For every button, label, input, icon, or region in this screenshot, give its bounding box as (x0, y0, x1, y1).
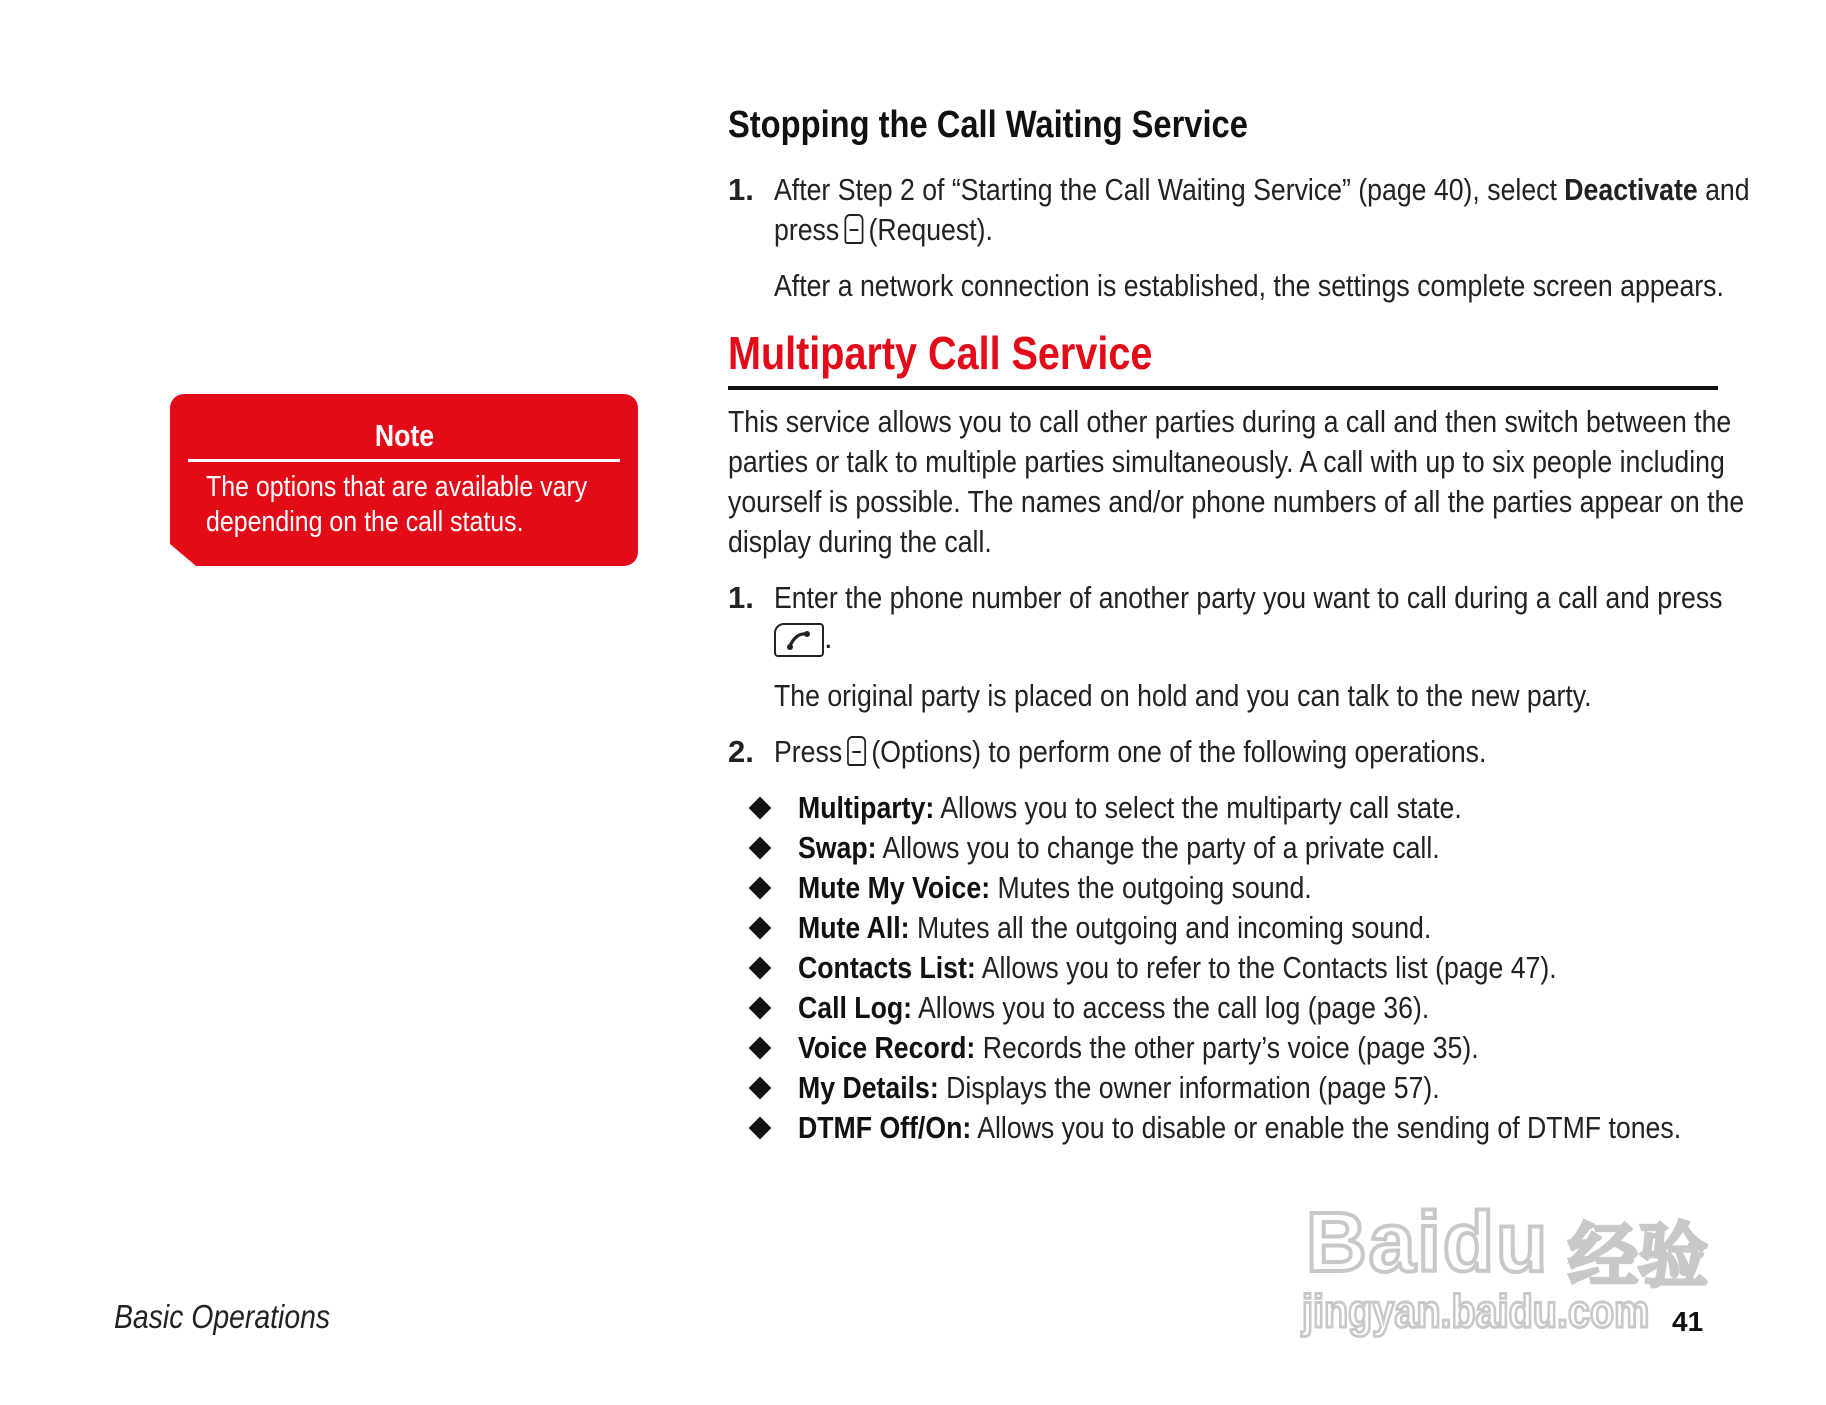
diamond-bullet-icon (749, 1077, 772, 1100)
watermark-brand: Baidu (1306, 1195, 1550, 1289)
heading-rule (728, 386, 1718, 390)
step-text: After Step 2 of “Starting the Call Waiting Service” (page 40), select (774, 172, 1557, 207)
intro-paragraph: This service allows you to call other parties during a call and then switch between the parties or talk to multiple parties simultaneously. A call with up to six people including yourself is possible. The names and/or phone numbers of all the parties appear on the display during the call. (728, 404, 1745, 559)
soft-key-icon (844, 214, 863, 244)
diamond-bullet-icon (749, 917, 772, 940)
note-divider (188, 459, 620, 462)
step-text: press (774, 212, 840, 247)
footer-section-name: Basic Operations (114, 1298, 331, 1335)
diamond-bullet-icon (749, 877, 772, 900)
note-title: Note (374, 418, 434, 453)
step-text: Enter the phone number of another party you want to call during a call and press (774, 580, 1723, 615)
section-title: Stopping the Call Waiting Service (728, 104, 1248, 146)
multi-step-1-after: The original party is placed on hold and you can talk to the new party. (774, 678, 1592, 713)
stop-after-text: After a network connection is established, the settings complete screen appears. (774, 268, 1724, 303)
call-key-icon (774, 623, 824, 657)
diamond-bullet-icon (749, 1117, 772, 1140)
diamond-bullet-icon (749, 1037, 772, 1060)
main-heading: Multiparty Call Service (728, 327, 1153, 379)
step-text: . (824, 620, 833, 655)
step-text: and (1705, 172, 1750, 207)
diamond-bullet-icon (749, 797, 772, 820)
step-number: 1. (728, 172, 754, 207)
watermark-url: jingyan.baidu.com (1302, 1285, 1650, 1337)
step-number: 2. (728, 734, 754, 769)
note-text: The options that are available vary depending on the call status. (206, 471, 588, 538)
diamond-bullet-icon (749, 957, 772, 980)
step-text: (Options) to perform one of the following operations. (871, 734, 1487, 769)
diamond-bullet-icon (749, 837, 772, 860)
deactivate-option: Deactivate (1564, 172, 1698, 207)
diamond-bullet-icon (749, 997, 772, 1020)
step-text: (Request). (868, 212, 993, 247)
soft-key-icon (847, 736, 866, 766)
step-text: Press (774, 734, 843, 769)
page-number: 41 (1672, 1306, 1704, 1337)
step-number: 1. (728, 580, 754, 615)
watermark-cn: 经验 (1568, 1217, 1708, 1295)
